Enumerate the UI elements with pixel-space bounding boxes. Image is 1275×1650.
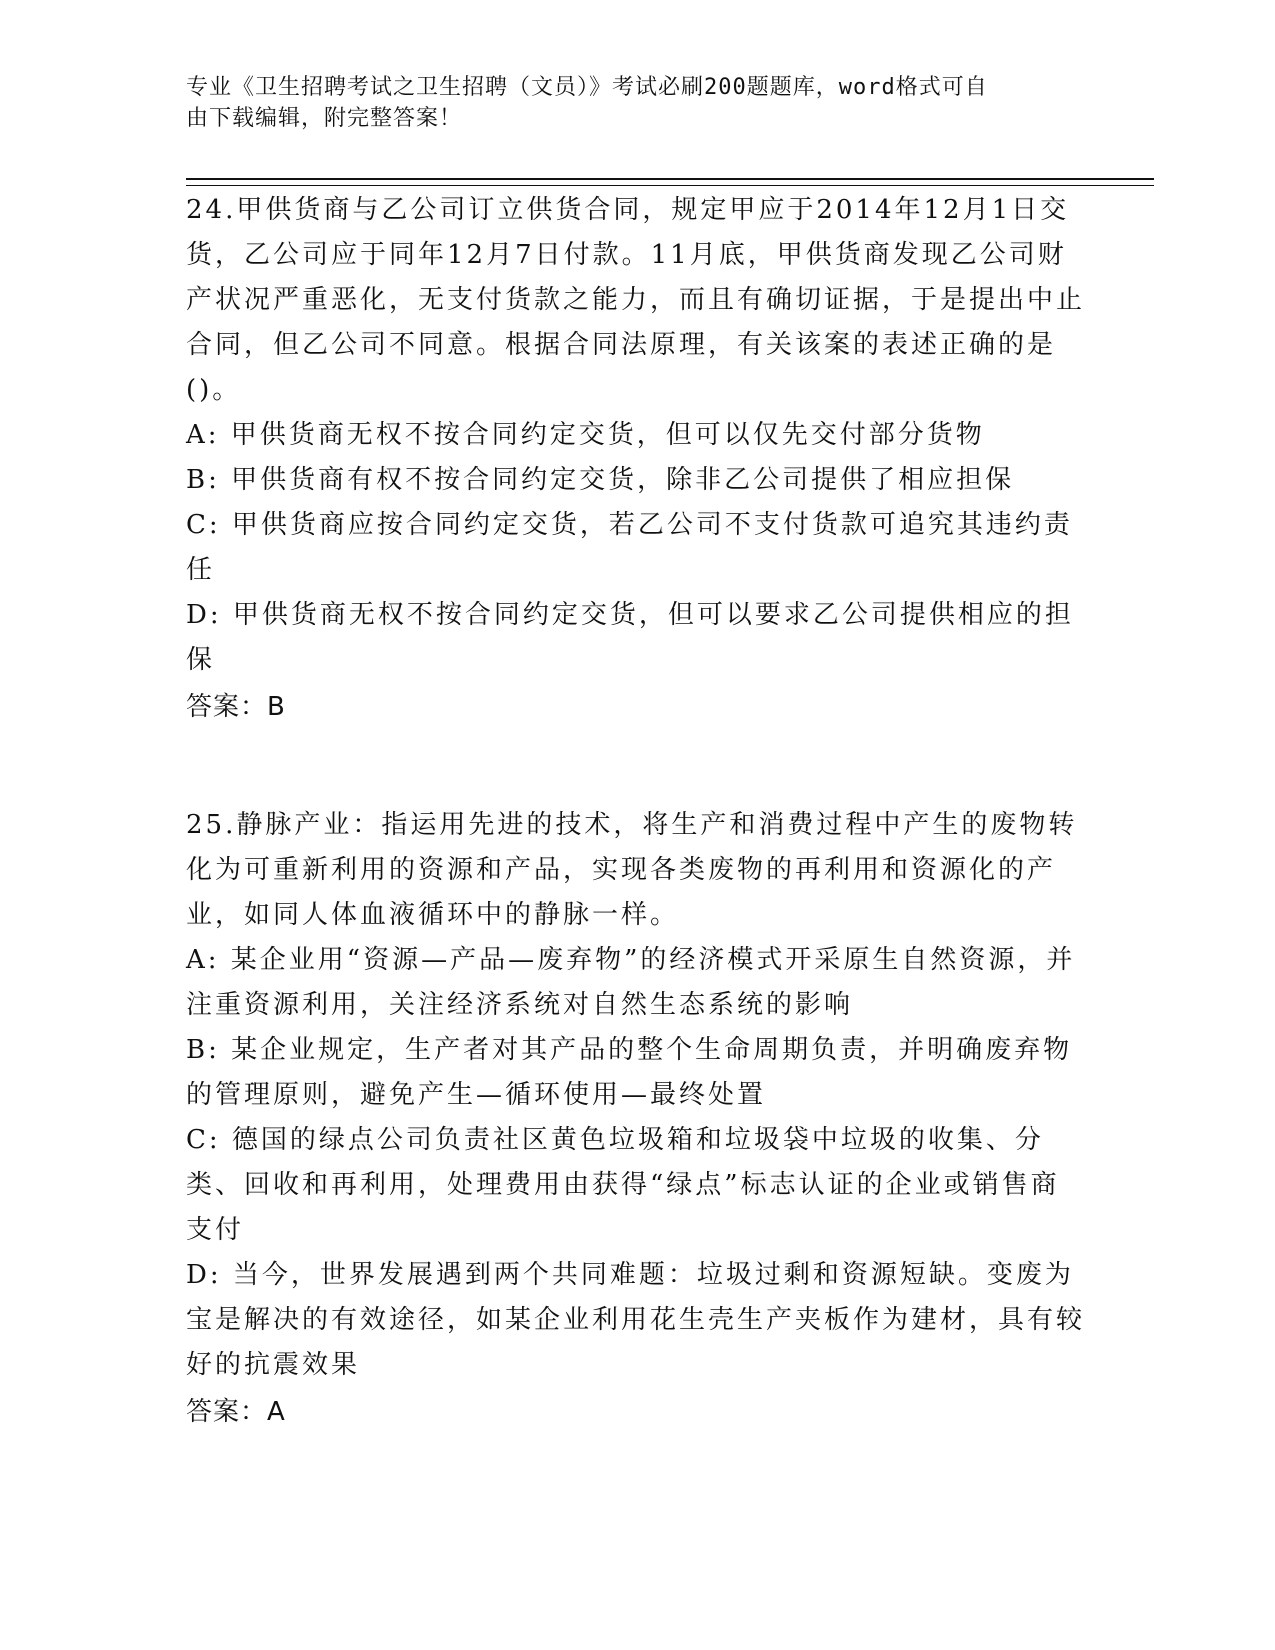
header-divider-thin	[186, 185, 1154, 186]
option-a: A: 甲供货商无权不按合同约定交货，但可以仅先交付部分货物	[186, 420, 985, 450]
option-b: B: 某企业规定，生产者对其产品的整个生命周期负责，并明确废弃物的管理原则，避免产生—循环使用—最终处置	[186, 1035, 1073, 1110]
header-line-1: 专业《卫生招聘考试之卫生招聘（文员）》考试必刷200题题库，word格式可自	[186, 75, 988, 100]
header-line-2: 由下载编辑，附完整答案！	[186, 106, 463, 131]
option-d: D: 甲供货商无权不按合同约定交货，但可以要求乙公司提供相应的担保	[186, 600, 1074, 675]
answer: 答案：A	[186, 1397, 286, 1427]
document-header	[186, 72, 1066, 134]
question-stem: 25.静脉产业：指运用先进的技术，将生产和消费过程中产生的废物转化为可重新利用的资源和产品，实现各类废物的再利用和资源化的产业，如同人体血液循环中的静脉一样。	[186, 810, 1078, 930]
question-25	[186, 803, 1086, 1435]
option-a: A: 某企业用“资源—产品—废弃物”的经济模式开采原生自然资源，并注重资源利用，关注经济系统对自然生态系统的影响	[186, 945, 1076, 1020]
answer: 答案：B	[186, 692, 286, 722]
header-divider-thick	[186, 178, 1154, 180]
option-c: C: 德国的绿点公司负责社区黄色垃圾箱和垃圾袋中垃圾的收集、分类、回收和再利用，处理费用由获得“绿点”标志认证的企业或销售商支付	[186, 1125, 1060, 1245]
option-d: D: 当今，世界发展遇到两个共同难题：垃圾过剩和资源短缺。变废为宝是解决的有效途径，如某企业利用花生壳生产夹板作为建材，具有较好的抗震效果	[186, 1260, 1086, 1380]
option-b: B: 甲供货商有权不按合同约定交货，除非乙公司提供了相应担保	[186, 465, 1015, 495]
question-24	[186, 188, 1086, 730]
question-stem: 24.甲供货商与乙公司订立供货合同，规定甲应于2014年12月1日交货，乙公司应于同年12月7日付款。11月底，甲供货商发现乙公司财产状况严重恶化，无支付货款之能力，而且有确切证据，于是提出中止合同，但乙公司不同意。根据合同法原理，有关该案的表述正确的是()。	[186, 195, 1086, 405]
option-c: C: 甲供货商应按合同约定交货，若乙公司不支付货款可追究其违约责任	[186, 510, 1073, 585]
